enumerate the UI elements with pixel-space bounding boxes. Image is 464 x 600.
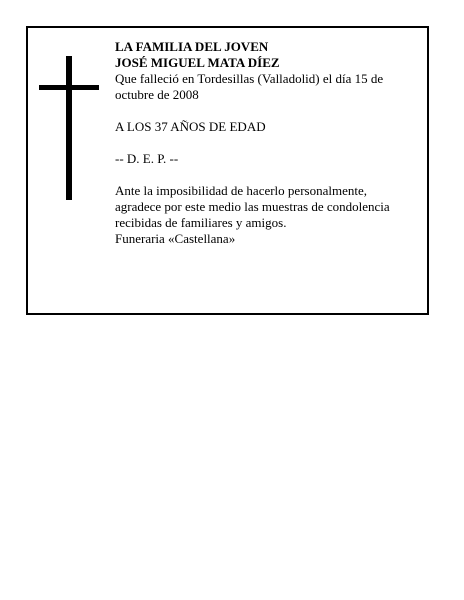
notice-text [115, 39, 420, 247]
deceased-name: JOSÉ MIGUEL MATA DÍEZ [115, 55, 280, 70]
rest-in-peace: -- D. E. P. -- [115, 151, 179, 166]
thanks-line-3: recibidas de familiares y amigos. [115, 215, 287, 230]
cross-icon [39, 56, 99, 200]
funeral-home: Funeraria «Castellana» [115, 231, 236, 246]
death-details-line-1: Que falleció en Tordesillas (Valladolid) el día 15 de [115, 71, 384, 86]
heading-line-1: LA FAMILIA DEL JOVEN [115, 39, 269, 54]
age-at-death: A LOS 37 AÑOS DE EDAD [115, 119, 266, 134]
death-details-line-2: octubre de 2008 [115, 87, 199, 102]
obituary-notice [26, 26, 429, 315]
thanks-line-1: Ante la imposibilidad de hacerlo personalmente, [115, 183, 367, 198]
cross-vertical-bar [66, 56, 72, 200]
thanks-line-2: agradece por este medio las muestras de condolencia [115, 199, 390, 214]
cross-horizontal-bar [39, 85, 99, 90]
